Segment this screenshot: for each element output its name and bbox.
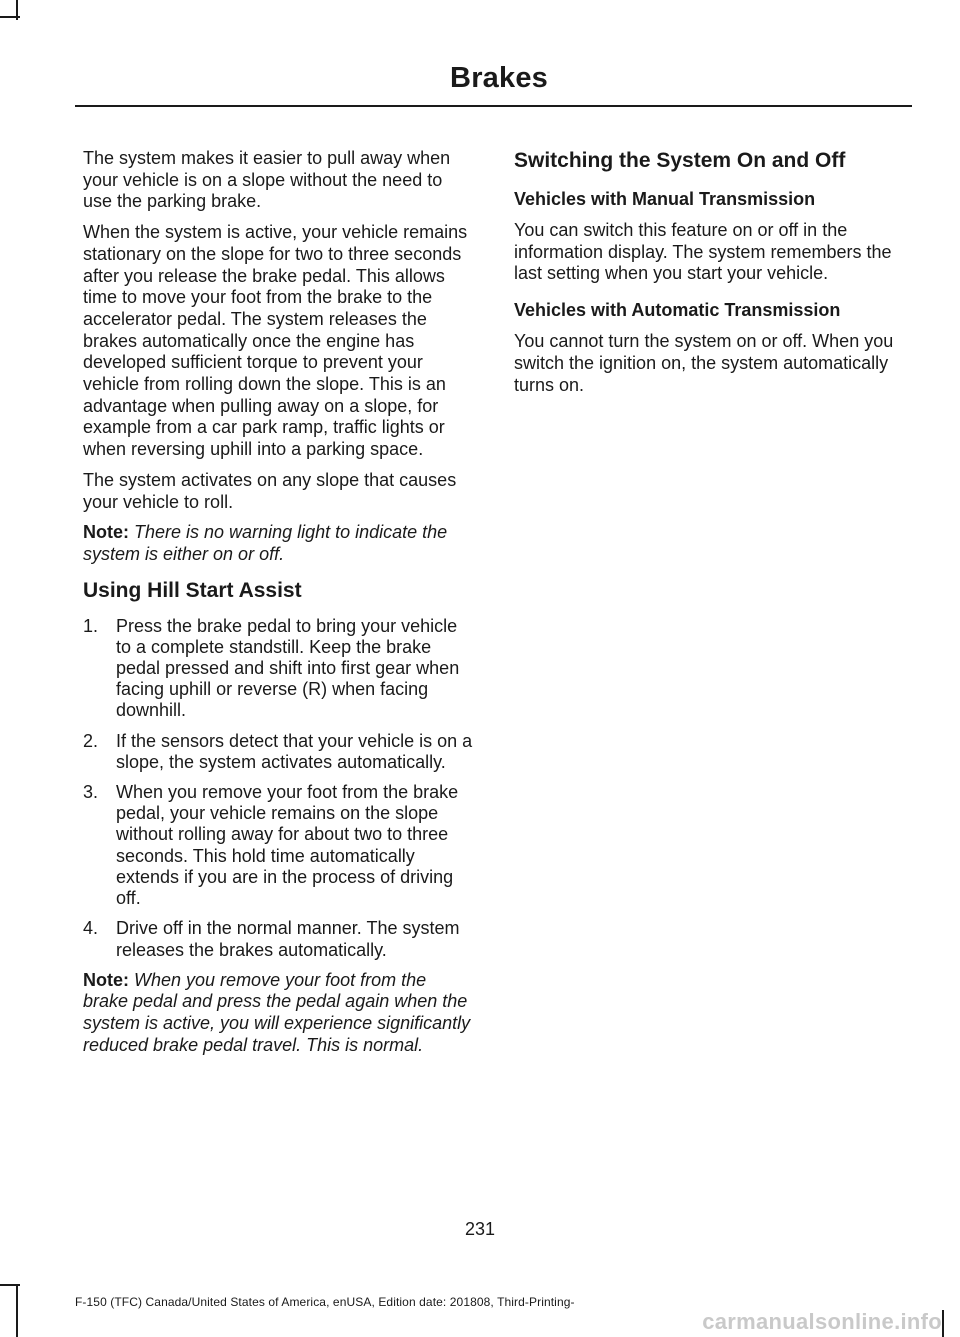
intro-paragraph: When the system is active, your vehicle remains stationary on the slope for two to three seconds after you release the brake pedal. This allows time to move your foot from the brake to the accelerator pedal. The system releases the brakes automatically once the engine has developed sufficient torque to prevent your vehicle from rolling down the slope. This is an advantage when pulling away on a slope, for example from a car park ramp, traffic lights or when reversing uphill into a parking space. [83,222,468,460]
note-label: Note: [83,969,129,990]
list-item [83,782,475,909]
step-number: 3. [83,782,99,803]
step-text: Press the brake pedal to bring your vehicle to a complete standstill. Keep the brake pedal pressed and shift into first gear when facing uphill or reverse (R) when facing downhill. [116,615,460,721]
intro-paragraph: The system makes it easier to pull away when your vehicle is on a slope without the need to use the parking brake. [83,148,451,212]
list-item [83,918,475,960]
crop-mark [0,16,20,18]
note-text: There is no warning light to indicate the system is either on or off. [83,522,448,564]
crop-mark [16,1285,18,1337]
subsection-heading: Vehicles with Automatic Transmission [514,300,841,321]
note-text: When you remove your foot from the brake pedal and press the pedal again when the system is active, you will experience significantly reduced brake pedal travel. This is normal. [83,969,471,1055]
step-number: 1. [83,615,99,636]
step-text: If the sensors detect that your vehicle is on a slope, the system activates automatically. [116,730,473,772]
note [83,970,475,1057]
right-column [514,148,907,405]
section-heading: Using Hill Start Assist [83,578,302,602]
body-paragraph: You can switch this feature on or off in the information display. The system remembers the last setting when you start your vehicle. [514,220,892,284]
step-number: 4. [83,918,99,939]
page-title: Brakes [450,62,548,94]
crop-mark [942,1310,944,1337]
intro-paragraph: The system activates on any slope that causes your vehicle to roll. [83,469,457,512]
steps-list [83,616,475,961]
note [83,522,475,565]
section-heading: Switching the System On and Off [514,149,846,172]
left-column [83,148,475,1066]
note-label: Note: [83,522,129,543]
watermark: carmanualsonline.info [702,1309,942,1334]
page-number: 231 [464,1219,496,1239]
subsection-heading: Vehicles with Manual Transmission [514,189,816,209]
edition-footer: F-150 (TFC) Canada/United States of America, enUSA, Edition date: 201808, Third-Printing- [75,1295,575,1309]
crop-mark [0,1284,20,1286]
body-paragraph: You cannot turn the system on or off. When you switch the ignition on, the system automatically turns on. [514,331,894,395]
list-item [83,731,475,773]
step-text: When you remove your foot from the brake pedal, your vehicle remains on the slope without rolling away for about two to three seconds. This hold time automatically extends if you are in the process of driving off. [116,782,459,909]
header-divider [75,105,912,107]
list-item [83,616,475,722]
step-text: Drive off in the normal manner. The system releases the brakes automatically. [116,918,460,960]
step-number: 2. [83,730,99,751]
